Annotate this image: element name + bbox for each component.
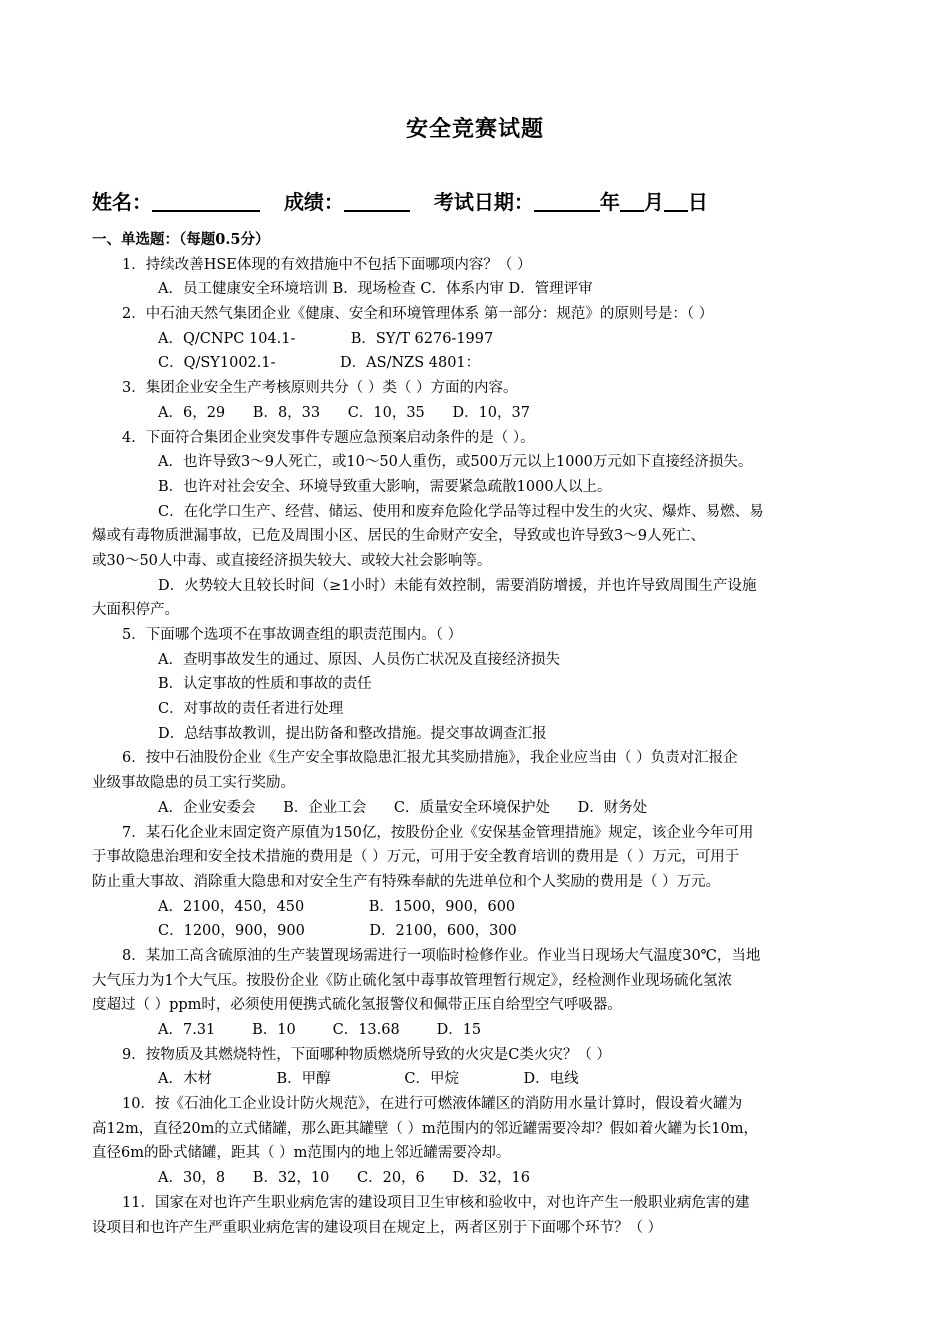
question-5-option-a: A．查明事故发生的通过、原因、人员伤亡状况及直接经济损失 [158, 651, 560, 668]
question-3: 3．集团企业安全生产考核原则共分（ ）类（ ）方面的内容。 [122, 380, 518, 397]
question-4-option-d: D．火势较大且较长时间（≥1小时）未能有效控制，需要消防增援，并也许导致周围生产设施 [158, 577, 757, 594]
day-blank[interactable] [664, 190, 688, 212]
question-7: 7．某石化企业末固定资产原值为150亿，按股份企业《安保基金管理措施》规定，该企业今年可用 [122, 824, 754, 841]
question-6: 6．按中石油股份企业《生产安全事故隐患汇报尤其奖励措施》，我企业应当由（ ）负责对汇报企 [122, 750, 738, 767]
question-1: 1．持续改善HSE体现的有效措施中不包括下面哪项内容？（ ） [122, 256, 532, 273]
question-4-option-b: B．也许对社会安全、环境导致重大影响，需要紧急疏散1000人以上。 [158, 478, 612, 495]
question-5: 5．下面哪个选项不在事故调查组的职责范围内。（ ） [122, 627, 463, 643]
question-2-options-cd: C．Q/SY1002.1- D．AS/NZS 4801： [158, 355, 481, 372]
question-4-option-c-cont-1: 爆或有毒物质泄漏事故，已危及周围小区、居民的生命财产安全，导致或也许导致3～9人死亡、 [92, 528, 705, 545]
year-blank[interactable] [534, 190, 600, 212]
date-label: 考试日期： [433, 190, 534, 214]
question-9: 9．按物质及其燃烧特性，下面哪种物质燃烧所导致的火灾是C类火灾？（ ） [122, 1046, 611, 1063]
question-4-option-d-cont: 大面积停产。 [92, 602, 179, 619]
day-label: 日 [687, 190, 708, 214]
question-1-options: A．员工健康安全环境培训 B．现场检查 C．体系内审 D．管理评审 [158, 281, 593, 298]
year-label: 年 [599, 190, 620, 214]
question-list [92, 228, 860, 1240]
question-6-cont: 业级事故隐患的员工实行奖励。 [92, 775, 295, 792]
question-7-options-cd: C．1200，900，900 D．2100，600，300 [158, 923, 517, 940]
question-7-cont-2: 防止重大事故、消除重大隐患和对安全生产有特殊奉献的先进单位和个人奖励的费用是（ ）万元。 [92, 873, 721, 890]
month-blank[interactable] [620, 190, 644, 212]
score-label: 成绩： [283, 190, 344, 214]
question-2-options-ab: A．Q/CNPC 104.1- B．SY/T 6276-1997 [158, 330, 494, 347]
question-2: 2．中石油天然气集团企业《健康、安全和环境管理体系 第一部分：规范》的原则号是：（ ） [122, 306, 714, 323]
question-4-option-a: A．也许导致3～9人死亡，或10～50人重伤，或500万元以上1000万元如下直接经济损失。 [158, 454, 753, 471]
month-label: 月 [643, 190, 664, 214]
name-blank[interactable] [152, 190, 260, 212]
exam-header [92, 186, 892, 215]
question-5-option-d: D．总结事故教训，提出防备和整改措施。提交事故调查汇报 [158, 725, 547, 742]
question-10-cont-2: 直径6m的卧式储罐，距其（ ）m范围内的地上邻近罐需要冷却。 [92, 1145, 511, 1162]
question-8-cont-1: 大气压力为1个大气压。按股份企业《防止硫化氢中毒事故管理暂行规定》，经检测作业现场硫化氢浓 [92, 972, 732, 989]
question-6-options: A．企业安委会 B．企业工会 C．质量安全环境保护处 D．财务处 [158, 799, 648, 816]
question-11-cont: 设项目和也许产生严重职业病危害的建设项目在规定上，两者区别于下面哪个环节？（ ） [92, 1219, 663, 1236]
question-11: 11．国家在对也许产生职业病危害的建设项目卫生审核和验收中，对也许产生一般职业病危害的建 [122, 1194, 750, 1211]
score-blank[interactable] [344, 190, 410, 212]
name-label: 姓名： [92, 190, 152, 214]
question-5-option-c: C．对事故的责任者进行处理 [158, 701, 344, 718]
document-title: 安全竞赛试题 [405, 116, 544, 142]
question-10-cont-1: 高12m，直径20m的立式储罐，那么距其罐壁（ ）m范围内的邻近罐需要冷却？假如着火罐为长10m， [92, 1120, 758, 1137]
question-4: 4．下面符合集团企业突发事件专题应急预案启动条件的是（ ）。 [122, 429, 535, 446]
question-9-options: A．木材 B．甲醇 C．甲烷 D．电线 [158, 1071, 579, 1088]
question-8-options: A．7.31 B．10 C．13.68 D．15 [158, 1022, 482, 1038]
question-5-option-b: B．认定事故的性质和事故的责任 [158, 676, 372, 693]
question-3-options: A．6，29 B．8，33 C．10，35 D．10，37 [158, 404, 530, 421]
question-8: 8．某加工高含硫原油的生产装置现场需进行一项临时检修作业。作业当日现场大气温度30℃，当地 [122, 947, 761, 964]
section-title: 一、单选题：（每题0.5分） [92, 231, 270, 248]
question-8-cont-2: 度超过（ ）ppm时，必须使用便携式硫化氢报警仪和佩带正压自给型空气呼吸器。 [92, 997, 622, 1014]
question-7-cont-1: 于事故隐患治理和安全技术措施的费用是（ ）万元，可用于安全教育培训的费用是（ ）万元，可用于 [92, 849, 740, 866]
question-7-options-ab: A．2100，450，450 B．1500，900，600 [158, 898, 516, 915]
question-10-options: A．30，8 B．32，10 C．20，6 D．32，16 [158, 1170, 530, 1187]
question-4-option-c-cont-2: 或30～50人中毒、或直接经济损失较大、或较大社会影响等。 [92, 552, 492, 569]
question-4-option-c: C．在化学口生产、经营、储运、使用和废弃危险化学品等过程中发生的火灾、爆炸、易燃、易 [158, 503, 764, 520]
question-10: 10．按《石油化工企业设计防火规范》，在进行可燃液体罐区的消防用水量计算时，假设着火罐为 [122, 1096, 743, 1113]
